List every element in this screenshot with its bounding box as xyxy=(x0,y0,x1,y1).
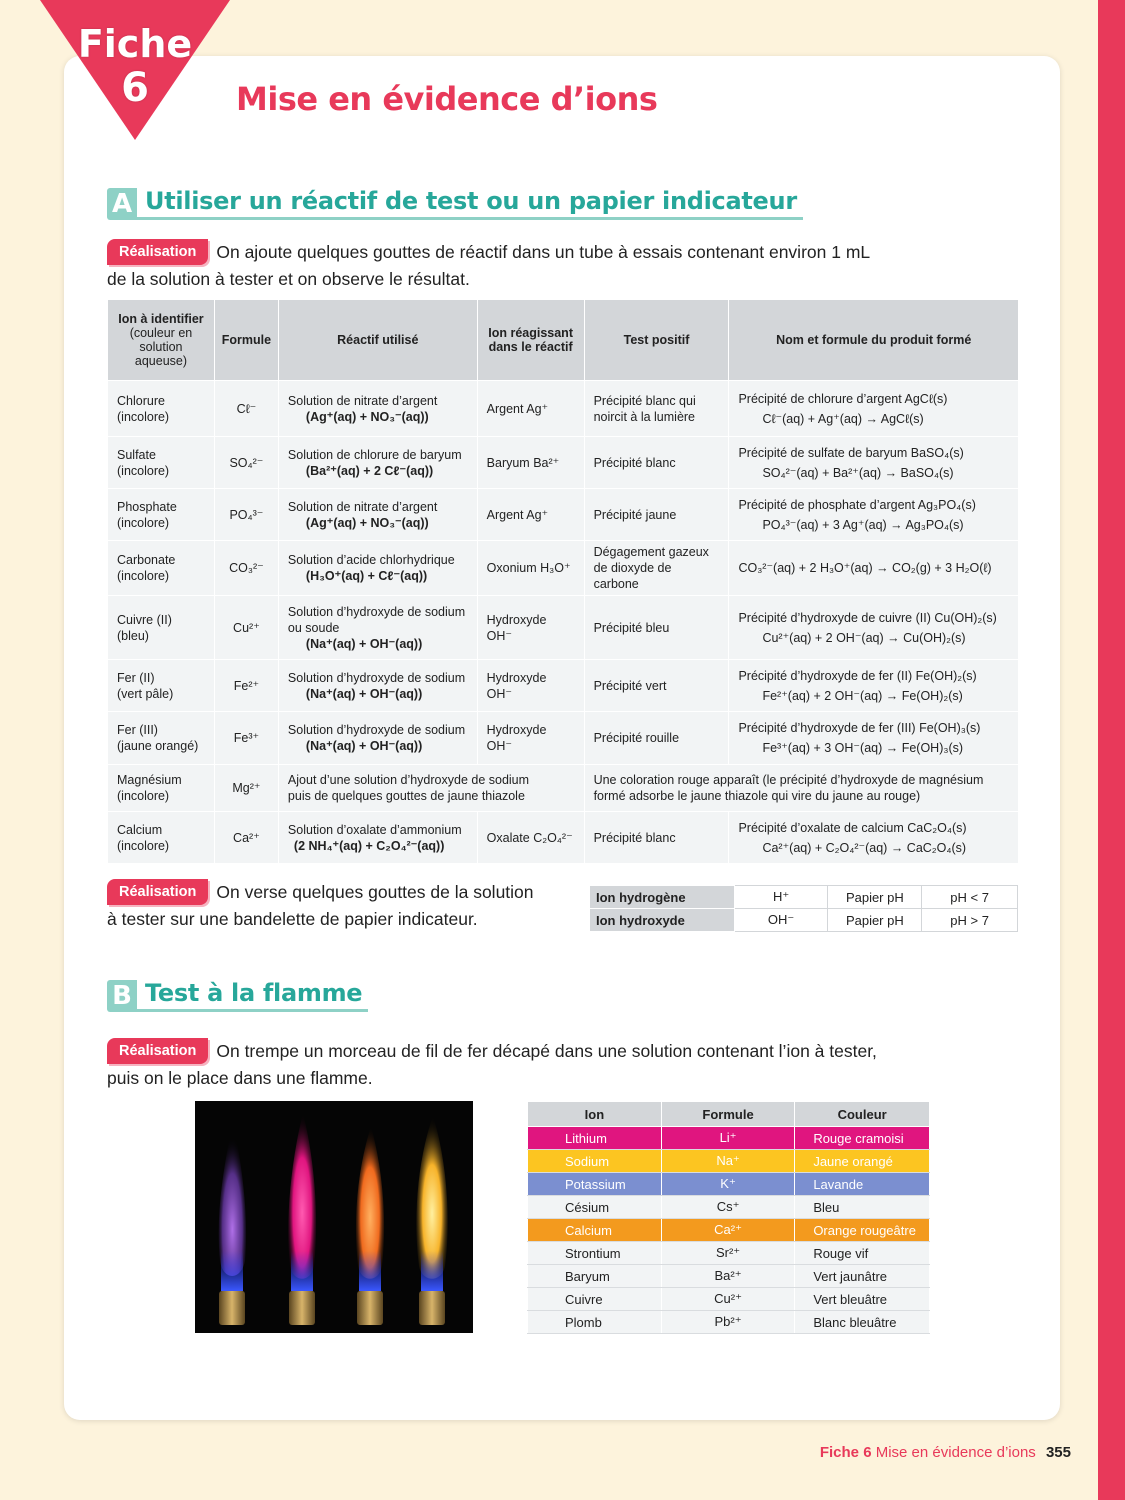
header-product: Nom et formule du produit formé xyxy=(729,300,1019,381)
table-row: Ion hydroxyde OH⁻ Papier pH pH > 7 xyxy=(590,909,1018,932)
table-row: Potassium K⁺ Lavande xyxy=(528,1173,930,1196)
footer-title: Mise en évidence d’ions xyxy=(875,1444,1036,1461)
page-edge-bar xyxy=(1098,0,1125,1500)
flame-color-table xyxy=(527,1101,930,1334)
section-b-heading xyxy=(107,979,368,1012)
table-row: Baryum Ba²⁺ Vert jaunâtre xyxy=(528,1265,930,1288)
page-number: 355 xyxy=(1045,1444,1071,1461)
table-header-row xyxy=(108,300,1019,381)
header-reagent: Réactif utilisé xyxy=(278,300,477,381)
table-row: Calcium Ca²⁺ Orange rougeâtre xyxy=(528,1219,930,1242)
section-b-letter: B xyxy=(107,980,137,1012)
table-row-magnesium: Magnésium (incolore) Mg²⁺ Ajout d’une solution d’hydroxyde de sodium puis de quelques gouttes de jaune thiazole Une coloration rouge apparaît (le précipité d’hydroxyde de magnésium formé adsorbe le jaune thiazole qui vire du jaune au rouge) xyxy=(108,765,1019,812)
table-row: Phosphate (incolore) PO₄³⁻ Solution de nitrate d’argent (Ag⁺(aq) + NO₃⁻(aq)) Argent Ag⁺ Précipité jaune Précipité de phosphate d’argent Ag₃PO₄(s) PO₄³⁻(aq) + 3 Ag⁺(aq) → Ag₃PO₄(s) xyxy=(108,489,1019,541)
section-b-title: Test à la flamme xyxy=(137,979,368,1012)
table-row: Fer (III) (jaune orangé) Fe³⁺ Solution d’hydroxyde de sodium (Na⁺(aq) + OH⁻(aq)) Hydroxyde OH⁻ Précipité rouille Précipité d’hydroxyde de fer (III) Fe(OH)₃(s) Fe³⁺(aq) + 3 OH⁻(aq) → Fe(OH)₃(s) xyxy=(108,712,1019,765)
section-a-heading xyxy=(107,187,803,220)
table-row: Ion hydrogène H⁺ Papier pH pH < 7 xyxy=(590,886,1018,909)
section-b-intro: Réalisation On trempe un morceau de fil de fer décapé dans une solution contenant l’ion à tester, puis on le place dans une flamme. xyxy=(107,1039,1007,1090)
section-a-letter: A xyxy=(107,188,137,220)
section-a-title: Utiliser un réactif de test ou un papier indicateur xyxy=(137,187,803,220)
fiche-badge xyxy=(40,0,230,140)
table-row: Sulfate (incolore) SO₄²⁻ Solution de chlorure de baryum (Ba²⁺(aq) + 2 Cℓ⁻(aq)) Baryum Ba²⁺ Précipité blanc Précipité de sulfate de baryum BaSO₄(s) SO₄²⁻(aq) + Ba²⁺(aq) → BaSO₄(s) xyxy=(108,437,1019,489)
realisation-tag: Réalisation xyxy=(107,879,208,905)
table-header-row: Ion Formule Couleur xyxy=(528,1102,930,1127)
table-row: Carbonate (incolore) CO₃²⁻ Solution d’acide chlorhydrique (H₃O⁺(aq) + Cℓ⁻(aq)) Oxonium H₃O⁺ Dégagement gazeux de dioxyde de carbone CO₃²⁻(aq) + 2 H₃O⁺(aq) → CO₂(g) + 3 H₂O(ℓ) xyxy=(108,541,1019,596)
fiche-label: Fiche xyxy=(77,22,193,66)
intro-line-2: de la solution à tester et on observe le résultat. xyxy=(107,269,470,289)
section-a-intro xyxy=(107,240,1007,291)
header-reacting-ion: Ion réagissant dans le réactif xyxy=(477,300,584,381)
footer-fiche: Fiche 6 xyxy=(819,1444,872,1461)
page-footer xyxy=(820,1444,1071,1461)
header-positive-test: Test positif xyxy=(584,300,729,381)
ph-table xyxy=(589,885,1018,932)
header-formula: Formule xyxy=(214,300,278,381)
table-row: Cuivre (II) (bleu) Cu²⁺ Solution d’hydroxyde de sodium ou soude (Na⁺(aq) + OH⁻(aq)) Hydroxyde OH⁻ Précipité bleu Précipité d’hydroxyde de cuivre (II) Cu(OH)₂(s) Cu²⁺(aq) + 2 OH⁻(aq) → Cu(OH)₂(s) xyxy=(108,596,1019,660)
table-row: Fer (II) (vert pâle) Fe²⁺ Solution d’hydroxyde de sodium (Na⁺(aq) + OH⁻(aq)) Hydroxyde OH⁻ Précipité vert Précipité d’hydroxyde de fer (II) Fe(OH)₂(s) Fe²⁺(aq) + 2 OH⁻(aq) → Fe(OH)₂(s) xyxy=(108,660,1019,712)
table-row: Cuivre Cu²⁺ Vert bleuâtre xyxy=(528,1288,930,1311)
table-row: Césium Cs⁺ Bleu xyxy=(528,1196,930,1219)
table-row: Lithium Li⁺ Rouge cramoisi xyxy=(528,1127,930,1150)
table-row: Sodium Na⁺ Jaune orangé xyxy=(528,1150,930,1173)
table-row: Plomb Pb²⁺ Blanc bleuâtre xyxy=(528,1311,930,1334)
realisation-tag: Réalisation xyxy=(107,239,208,265)
ph-paper-intro: Réalisation On verse quelques gouttes de la solution à tester sur une bandelette de papier indicateur. xyxy=(107,880,577,931)
page-title: Mise en évidence d’ions xyxy=(236,80,658,118)
table-row-calcium: Calcium (incolore) Ca²⁺ Solution d’oxalate d’ammonium (2 NH₄⁺(aq) + C₂O₄²⁻(aq)) Oxalate C₂O₄²⁻ Précipité blanc Précipité d’oxalate de calcium CaC₂O₄(s) Ca²⁺(aq) + C₂O₄²⁻(aq) → CaC₂O₄(s) xyxy=(108,812,1019,864)
table-row: Chlorure (incolore) Cℓ⁻ Solution de nitrate d’argent (Ag⁺(aq) + NO₃⁻(aq)) Argent Ag⁺ Précipité blanc qui noircit à la lumière Précipité de chlorure d’argent AgCℓ(s) Cℓ⁻(aq) + Ag⁺(aq) → AgCℓ(s) xyxy=(108,381,1019,437)
intro-line-1: On ajoute quelques gouttes de réactif dans un tube à essais contenant environ 1 mL xyxy=(216,242,871,262)
header-ion: Ion à identifier (couleur en solution aqueuse) xyxy=(108,300,215,381)
ion-test-table xyxy=(107,299,1019,864)
flame-test-photo xyxy=(195,1101,473,1333)
realisation-tag: Réalisation xyxy=(107,1038,208,1064)
table-row: Strontium Sr²⁺ Rouge vif xyxy=(528,1242,930,1265)
fiche-number: 6 xyxy=(121,65,149,111)
